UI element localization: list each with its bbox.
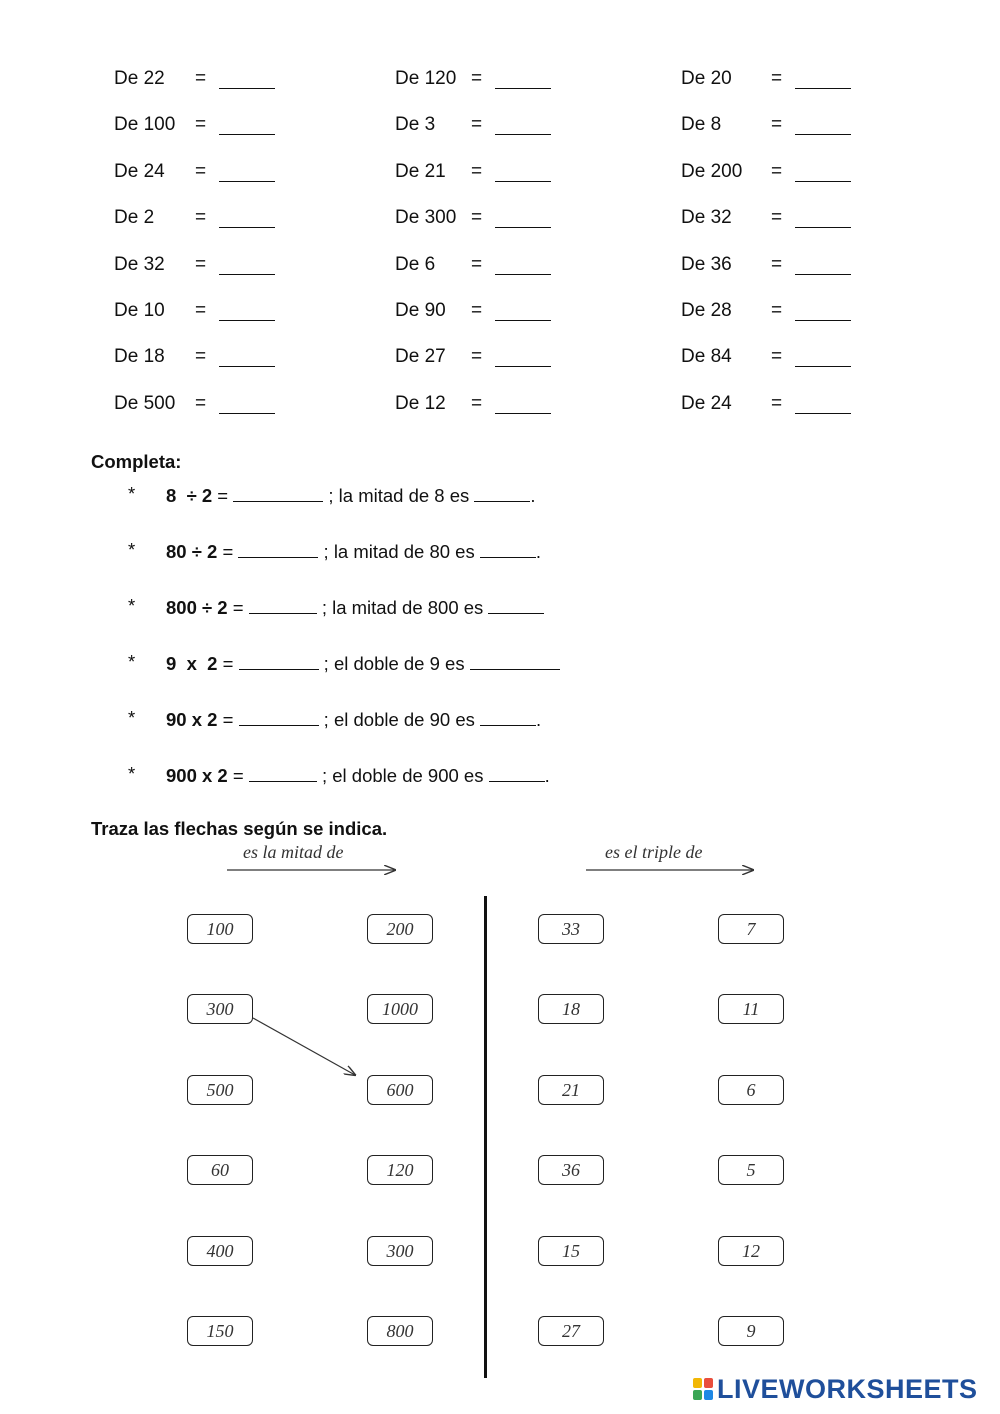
answer-blank[interactable] bbox=[795, 413, 851, 414]
sentence-text: ; el doble de 9 es bbox=[318, 653, 470, 674]
answer-blank[interactable] bbox=[219, 274, 275, 275]
right-arrow-label: es el triple de bbox=[605, 842, 703, 862]
operation-expression: 80 ÷ 2 bbox=[166, 541, 218, 562]
answer-blank[interactable] bbox=[219, 88, 275, 89]
result-blank[interactable] bbox=[249, 763, 317, 782]
bullet-asterisk: * bbox=[128, 595, 136, 616]
halves-label: De 21 bbox=[395, 160, 446, 182]
equals-sign: = bbox=[195, 392, 207, 414]
bullet-asterisk: * bbox=[128, 539, 136, 560]
equals-sign: = bbox=[471, 160, 483, 182]
equals-sign: = bbox=[471, 253, 483, 275]
answer-blank[interactable] bbox=[795, 366, 851, 367]
equals-text: = bbox=[227, 765, 249, 786]
equals-sign: = bbox=[471, 68, 483, 89]
sentence-end: . bbox=[536, 709, 542, 730]
number-box-left-b[interactable]: 120 bbox=[367, 1155, 433, 1185]
halves-label: De 84 bbox=[681, 346, 732, 368]
completa-sentence bbox=[166, 651, 560, 675]
equals-sign: = bbox=[471, 300, 483, 321]
operation-expression: 90 x 2 bbox=[166, 709, 218, 730]
number-box-left-b[interactable]: 300 bbox=[367, 1236, 433, 1266]
number-box-left-b[interactable]: 800 bbox=[367, 1316, 433, 1346]
answer-blank[interactable] bbox=[470, 651, 560, 670]
equals-sign: = bbox=[771, 392, 783, 414]
answer-blank[interactable] bbox=[219, 413, 275, 414]
halves-label: De 12 bbox=[395, 392, 446, 414]
answer-blank[interactable] bbox=[795, 320, 851, 321]
flechas-heading: Traza las flechas según se indica. bbox=[91, 818, 388, 839]
brand-icon-square bbox=[693, 1378, 702, 1388]
brand-icon bbox=[692, 1377, 714, 1401]
number-box-right-b[interactable]: 12 bbox=[718, 1236, 784, 1266]
sentence-text: ; la mitad de 80 es bbox=[318, 541, 480, 562]
halves-label: De 20 bbox=[681, 68, 732, 89]
halves-label: De 24 bbox=[114, 160, 165, 182]
equals-sign: = bbox=[195, 160, 207, 182]
bullet-asterisk: * bbox=[128, 763, 136, 784]
halves-label: De 32 bbox=[114, 253, 165, 275]
number-box-left-a[interactable]: 100 bbox=[187, 914, 253, 944]
halves-label: De 8 bbox=[681, 114, 722, 136]
equals-sign: = bbox=[195, 114, 207, 136]
operation-expression: 800 ÷ 2 bbox=[166, 597, 228, 618]
halves-label: De 22 bbox=[114, 68, 165, 89]
result-blank[interactable] bbox=[239, 707, 319, 726]
answer-blank[interactable] bbox=[795, 88, 851, 89]
answer-blank[interactable] bbox=[488, 595, 544, 614]
sentence-text: ; el doble de 900 es bbox=[316, 765, 489, 786]
bullet-asterisk: * bbox=[128, 651, 136, 672]
equals-sign: = bbox=[471, 207, 483, 229]
completa-sentence bbox=[166, 595, 544, 619]
brand-icon-square bbox=[693, 1390, 702, 1400]
halves-label: De 6 bbox=[395, 253, 436, 275]
halves-label: De 200 bbox=[681, 160, 743, 182]
equals-sign: = bbox=[195, 253, 207, 275]
sentence-text: ; la mitad de 800 es bbox=[316, 597, 489, 618]
answer-blank[interactable] bbox=[489, 763, 545, 782]
answer-blank[interactable] bbox=[480, 707, 536, 726]
number-box-right-b[interactable]: 11 bbox=[718, 994, 784, 1024]
number-box-left-a[interactable]: 500 bbox=[187, 1075, 253, 1105]
operation-expression: 900 x 2 bbox=[166, 765, 228, 786]
brand-icon-square bbox=[704, 1378, 713, 1388]
answer-blank[interactable] bbox=[795, 181, 851, 182]
halves-label: De 18 bbox=[114, 346, 165, 368]
brand-icon-square bbox=[704, 1390, 713, 1400]
halves-label: De 27 bbox=[395, 346, 446, 368]
number-box-right-b[interactable]: 9 bbox=[718, 1316, 784, 1346]
answer-blank[interactable] bbox=[219, 320, 275, 321]
result-blank[interactable] bbox=[238, 539, 318, 558]
equals-text: = bbox=[217, 541, 239, 562]
result-blank[interactable] bbox=[249, 595, 317, 614]
answer-blank[interactable] bbox=[495, 134, 551, 135]
halves-label: De 2 bbox=[114, 207, 155, 229]
number-box-left-a[interactable]: 150 bbox=[187, 1316, 253, 1346]
equals-sign: = bbox=[771, 207, 783, 229]
answer-blank[interactable] bbox=[795, 274, 851, 275]
completa-sentence bbox=[166, 483, 536, 507]
equals-sign: = bbox=[195, 346, 207, 368]
number-box-right-b[interactable]: 6 bbox=[718, 1075, 784, 1105]
answer-blank[interactable] bbox=[495, 320, 551, 321]
completa-sentence bbox=[166, 763, 550, 787]
number-box-right-b[interactable]: 7 bbox=[718, 914, 784, 944]
left-arrow-label: es la mitad de bbox=[243, 842, 344, 862]
number-box-left-a[interactable]: 400 bbox=[187, 1236, 253, 1266]
halves-label: De 24 bbox=[681, 392, 732, 414]
completa-heading: Completa: bbox=[91, 451, 182, 472]
halves-label: De 500 bbox=[114, 392, 176, 414]
number-box-left-b[interactable]: 600 bbox=[367, 1075, 433, 1105]
sentence-text: ; el doble de 90 es bbox=[318, 709, 481, 730]
equals-sign: = bbox=[771, 300, 783, 321]
sentence-end: . bbox=[535, 541, 541, 562]
halves-label: De 3 bbox=[395, 114, 436, 136]
number-box-right-b[interactable]: 5 bbox=[718, 1155, 784, 1185]
answer-blank[interactable] bbox=[474, 483, 530, 502]
result-blank[interactable] bbox=[239, 651, 319, 670]
halves-label: De 120 bbox=[395, 68, 457, 89]
number-box-left-b[interactable]: 200 bbox=[367, 914, 433, 944]
equals-text: = bbox=[212, 485, 234, 506]
liveworksheets-logo bbox=[692, 1374, 978, 1404]
equals-sign: = bbox=[771, 160, 783, 182]
answer-blank[interactable] bbox=[495, 88, 551, 89]
number-box-right-a[interactable]: 21 bbox=[538, 1075, 604, 1105]
equals-text: = bbox=[217, 709, 239, 730]
operation-expression: 8 ÷ 2 bbox=[166, 485, 213, 506]
answer-blank[interactable] bbox=[219, 181, 275, 182]
operation-expression: 9 x 2 bbox=[166, 653, 218, 674]
halves-label: De 100 bbox=[114, 114, 176, 136]
halves-label: De 28 bbox=[681, 300, 732, 321]
number-box-right-a[interactable]: 27 bbox=[538, 1316, 604, 1346]
bullet-asterisk: * bbox=[128, 707, 136, 728]
halves-label: De 10 bbox=[114, 300, 165, 321]
equals-sign: = bbox=[771, 114, 783, 136]
answer-blank[interactable] bbox=[795, 134, 851, 135]
equals-sign: = bbox=[771, 68, 783, 89]
number-box-right-a[interactable]: 18 bbox=[538, 994, 604, 1024]
halves-label: De 36 bbox=[681, 253, 732, 275]
answer-blank[interactable] bbox=[495, 274, 551, 275]
equals-sign: = bbox=[195, 68, 207, 89]
equals-sign: = bbox=[195, 207, 207, 229]
equals-sign: = bbox=[471, 114, 483, 136]
equals-sign: = bbox=[771, 253, 783, 275]
number-box-right-a[interactable]: 33 bbox=[538, 914, 604, 944]
answer-blank[interactable] bbox=[480, 539, 536, 558]
equals-sign: = bbox=[771, 346, 783, 368]
equals-sign: = bbox=[195, 300, 207, 321]
example-arrow bbox=[253, 1018, 355, 1075]
answer-blank[interactable] bbox=[495, 227, 551, 228]
result-blank[interactable] bbox=[233, 483, 323, 502]
answer-blank[interactable] bbox=[219, 366, 275, 367]
equals-sign: = bbox=[471, 346, 483, 368]
sentence-end: . bbox=[530, 485, 536, 506]
answer-blank[interactable] bbox=[495, 413, 551, 414]
halves-label: De 90 bbox=[395, 300, 446, 321]
brand-name: LIVEWORKSHEETS bbox=[717, 1373, 978, 1404]
equals-text: = bbox=[227, 597, 249, 618]
bullet-asterisk: * bbox=[128, 483, 136, 504]
answer-blank[interactable] bbox=[219, 227, 275, 228]
halves-label: De 32 bbox=[681, 207, 732, 229]
sentence-end: . bbox=[544, 765, 550, 786]
halves-label: De 300 bbox=[395, 207, 457, 229]
sentence-text: ; la mitad de 8 es bbox=[323, 485, 475, 506]
number-box-right-a[interactable]: 15 bbox=[538, 1236, 604, 1266]
number-box-left-b[interactable]: 1000 bbox=[367, 994, 433, 1024]
number-box-left-a[interactable]: 60 bbox=[187, 1155, 253, 1185]
equals-sign: = bbox=[471, 392, 483, 414]
completa-sentence bbox=[166, 539, 541, 563]
answer-blank[interactable] bbox=[795, 227, 851, 228]
equals-text: = bbox=[217, 653, 239, 674]
answer-blank[interactable] bbox=[495, 366, 551, 367]
answer-blank[interactable] bbox=[219, 134, 275, 135]
number-box-left-a[interactable]: 300 bbox=[187, 994, 253, 1024]
completa-sentence bbox=[166, 707, 541, 731]
answer-blank[interactable] bbox=[495, 181, 551, 182]
number-box-right-a[interactable]: 36 bbox=[538, 1155, 604, 1185]
